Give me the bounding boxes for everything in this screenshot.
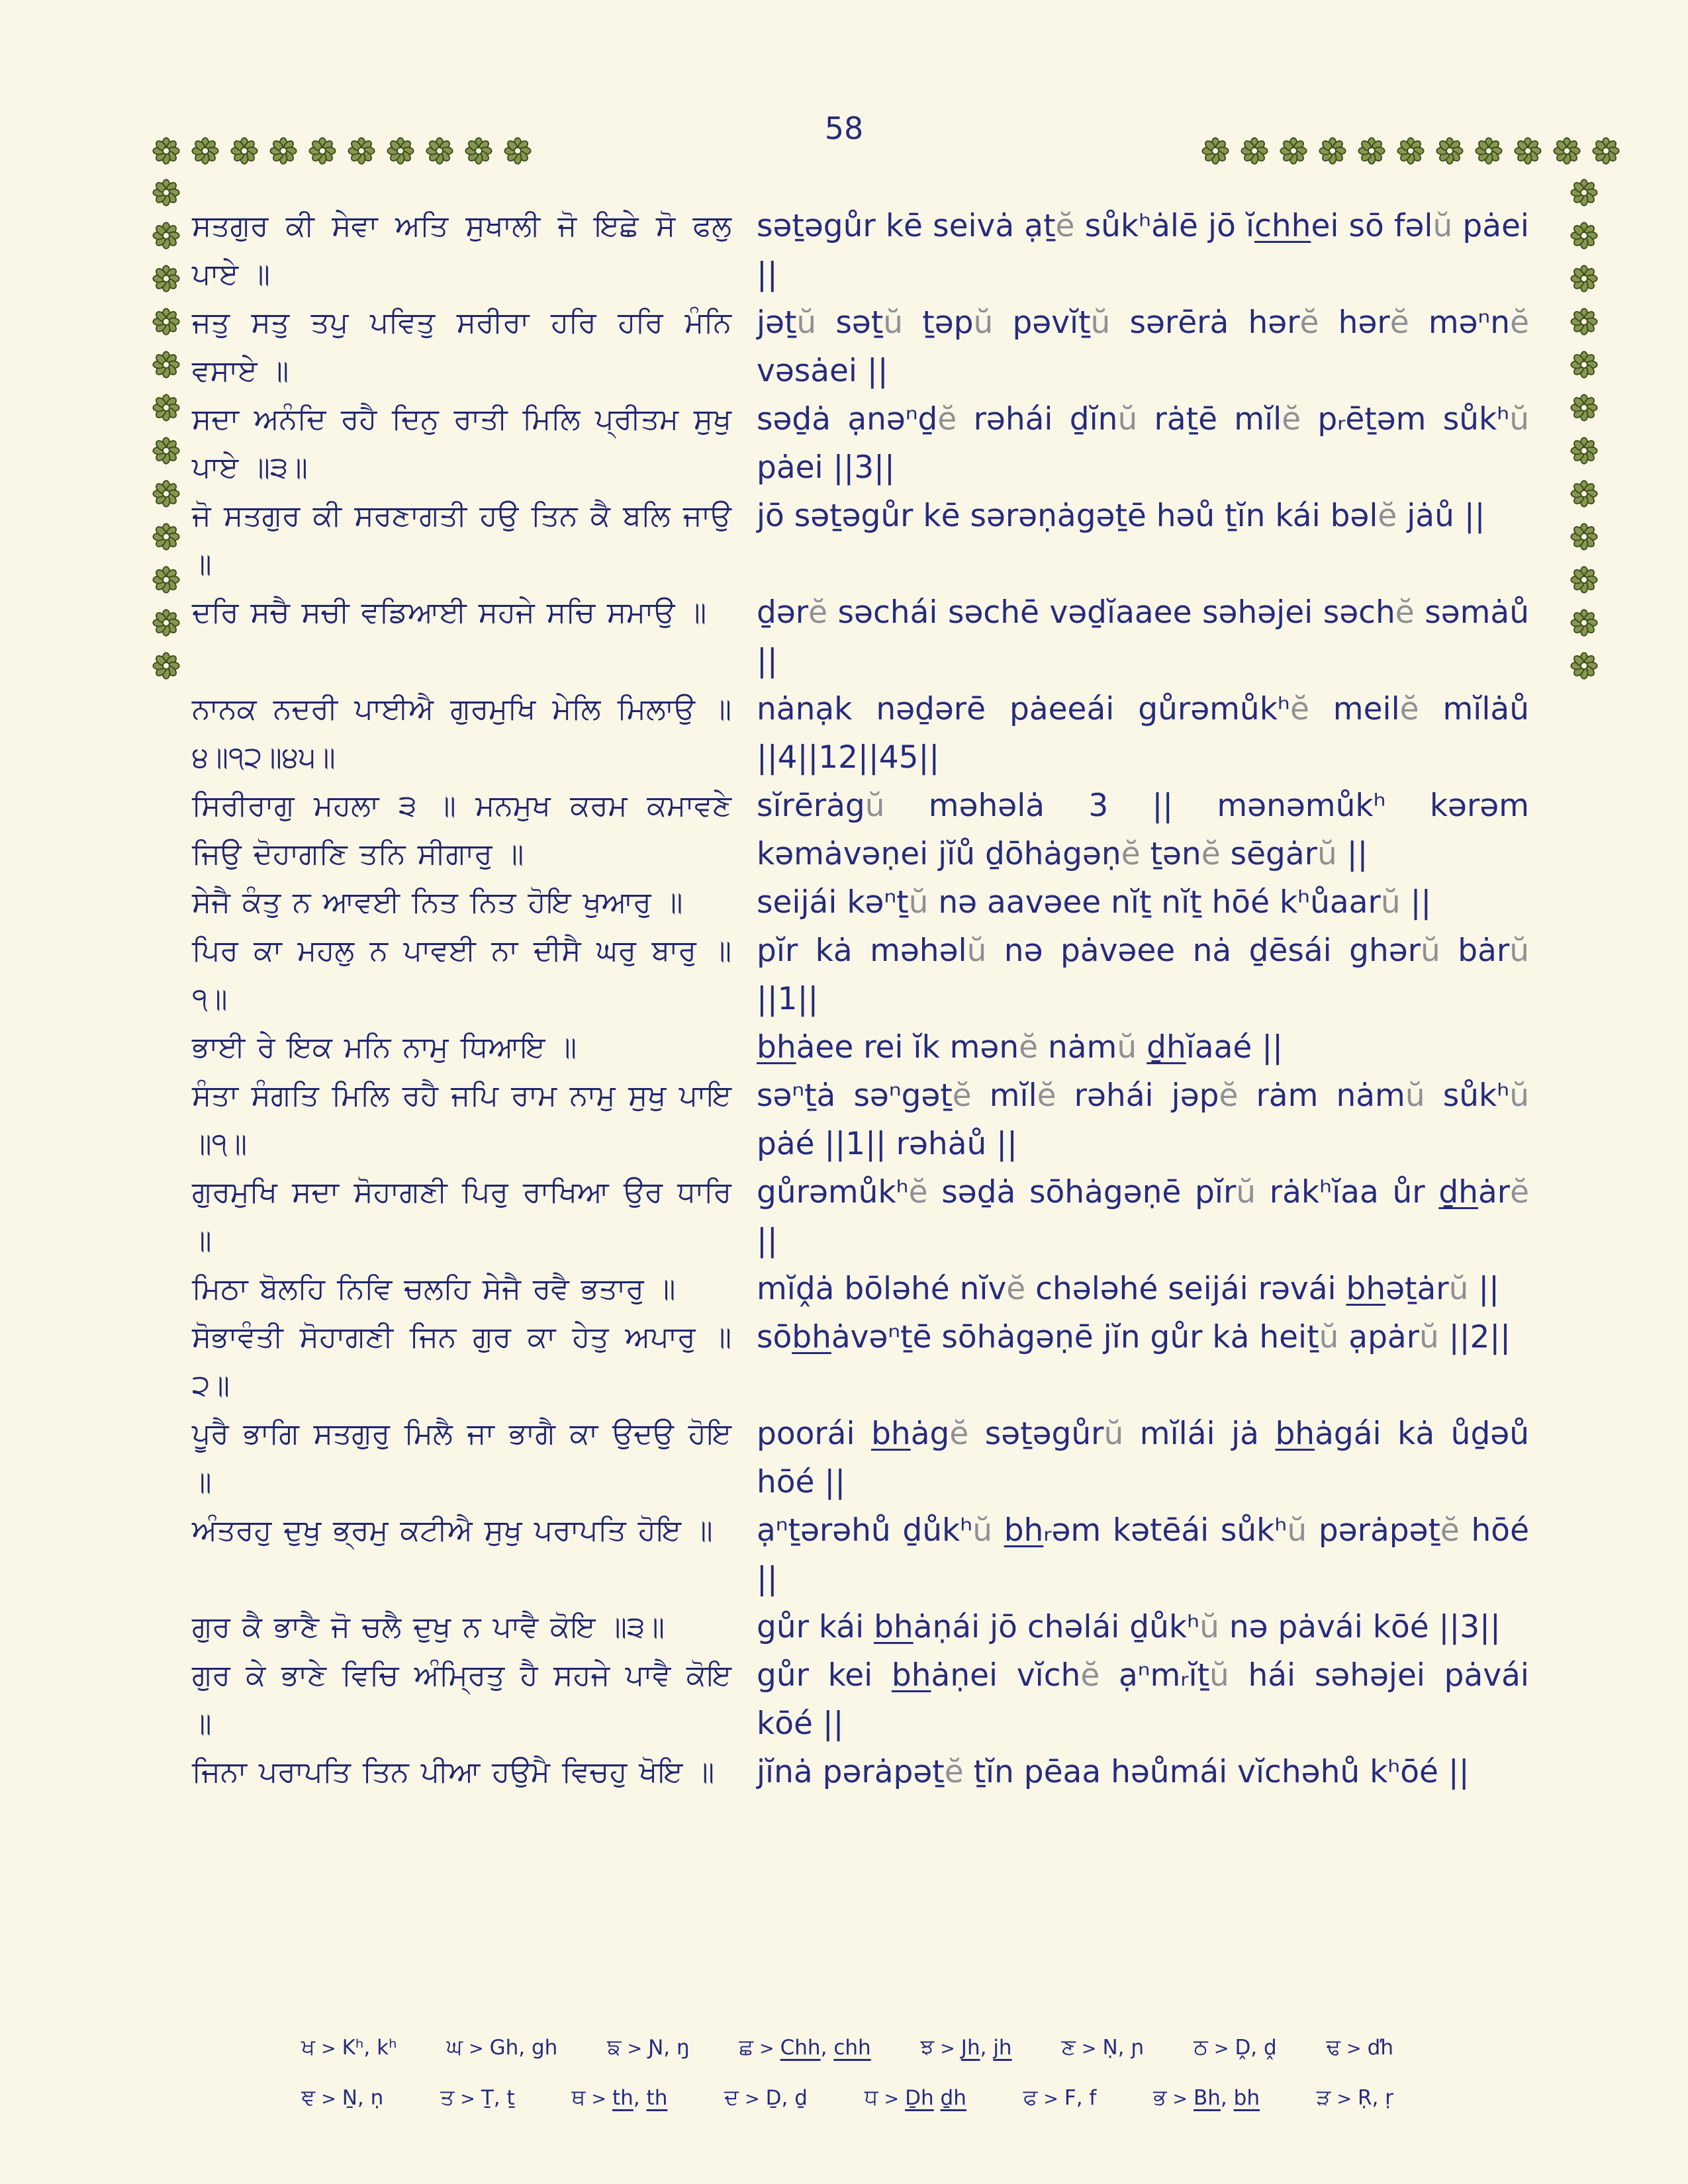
legend-separator: > [940, 2038, 955, 2059]
flower-ornament-icon [152, 265, 180, 293]
legend-latin-value: Ḓ, ḓ [1235, 2036, 1277, 2060]
legend-separator: > [321, 2089, 336, 2109]
gurmukhi-line: ਗੁਰ ਕੇ ਭਾਣੇ ਵਿਚਿ ਅੰਮ੍ਰਿਤੁ ਹੈ ਸਹਜੇ ਪਾਵੈ ਕੋਇ ॥ [192, 1659, 731, 1741]
legend-gurmukhi-letter: ਛ [739, 2034, 754, 2060]
scripture-row-16 [192, 1506, 1529, 1603]
scripture-row-6 [192, 685, 1529, 782]
ornament-column-right [1570, 179, 1598, 680]
gurmukhi-line: ਸੇਜੈ ਕੰਤੁ ਨ ਆਵਈ ਨਿਤ ਨਿਤ ਹੋਇ ਖੁਆਰੁ ॥ [192, 886, 683, 919]
scripture-row-13 [192, 1265, 1529, 1313]
scripture-row-5 [192, 588, 1529, 685]
legend-latin-value: Chh, chh [780, 2036, 871, 2060]
flower-ornament-icon [1570, 179, 1598, 206]
gurmukhi-line: ਨਾਨਕ ਨਦਰੀ ਪਾਈਐ ਗੁਰਮੁਖਿ ਮੇਲਿ ਮਿਲਾਉ ॥੪॥੧੨॥੪੫॥ [192, 692, 731, 774]
legend-entry [1061, 2033, 1144, 2063]
scripture-row-2 [192, 298, 1529, 395]
transliteration-line: seijái kəⁿṯŭ nə aavəee nĭṯ nĭṯ hōé kʰůaarŭ || [757, 884, 1432, 921]
scripture-row-15 [192, 1410, 1529, 1506]
flower-ornament-icon [152, 222, 180, 250]
flower-ornament-icon [1570, 609, 1598, 637]
legend-entry [301, 2033, 397, 2063]
transliteration-line: sĭrērȧgŭ məhəlȧ 3 || mənəmůkʰ kərəm kəmȧvəṇei jĭů ḏōhȧgəṇĕ ṯənĕ sēgȧrŭ || [757, 788, 1529, 872]
legend-latin-value: Gh, gh [489, 2036, 558, 2060]
transliteration-line: ạⁿṯərəhů ḏůkʰŭ bhᵣəm kətēái sůkʰŭ pərȧpəṯĕ hōé || [757, 1512, 1529, 1597]
flower-ornament-icon [1570, 351, 1598, 379]
gurmukhi-line: ਗੁਰਮੁਖਿ ਸਦਾ ਸੋਹਾਗਣੀ ਪਿਰੁ ਰਾਖਿਆ ਉਰ ਧਾਰਿ ॥ [192, 1175, 731, 1257]
legend-gurmukhi-letter: ਥ [571, 2084, 586, 2110]
legend-separator: > [468, 2038, 484, 2059]
legend-latin-value: Ɲ, ŋ [648, 2036, 690, 2060]
legend-separator: > [1172, 2089, 1188, 2109]
legend-separator: > [591, 2089, 607, 2109]
flower-ornament-icon [152, 652, 180, 680]
gurmukhi-line: ਜਤੁ ਸਤੁ ਤਪੁ ਪਵਿਤੁ ਸਰੀਰਾ ਹਰਿ ਹਰਿ ਮੰਨਿ ਵਸਾਏ ॥ [192, 306, 731, 388]
legend-latin-value: Ṉ, ṇ [342, 2086, 384, 2110]
flower-ornament-icon [1570, 222, 1598, 250]
gurmukhi-line: ਸਿਰੀਰਾਗੁ ਮਹਲਾ ੩ ॥ ਮਨਮੁਖ ਕਰਮ ਕਮਾਵਣੇ ਜਿਉ ਦੋਹਾਗਣਿ ਤਨਿ ਸੀਗਾਰੁ ॥ [192, 789, 731, 871]
transliteration-line: jĭnȧ pərȧpəṯĕ ṯĭn pēaa həůmái vĭchəhů kʰōé || [757, 1754, 1470, 1790]
legend-latin-value: Kʰ, kʰ [342, 2036, 397, 2060]
legend-latin-value: Jh, jh [961, 2036, 1012, 2060]
legend-gurmukhi-letter: ਘ [446, 2034, 463, 2060]
scripture-row-8 [192, 878, 1529, 927]
legend-gurmukhi-letter: ਙ [607, 2034, 622, 2060]
scripture-row-7 [192, 782, 1529, 878]
legend-separator: > [745, 2089, 760, 2109]
legend-row-2 [301, 2083, 1393, 2113]
scripture-row-10 [192, 1023, 1529, 1071]
scripture-row-12 [192, 1168, 1529, 1265]
legend-separator: > [1213, 2038, 1229, 2059]
scripture-row-4 [192, 492, 1529, 588]
flower-ornament-icon [1570, 265, 1598, 293]
legend-latin-value: Ḏh ḏh [905, 2086, 966, 2110]
legend-gurmukhi-letter: ਠ [1194, 2034, 1208, 2060]
legend-separator: > [1081, 2038, 1097, 2059]
legend-entry [724, 2083, 808, 2113]
transliteration-line: jō səṯəgůr kē sərəṇȧgəṯē həů ṯĭn kái bəlĕ jȧů || [757, 498, 1485, 534]
gurmukhi-line: ਸਤਗੁਰ ਕੀ ਸੇਵਾ ਅਤਿ ਸੁਖਾਲੀ ਜੋ ਇਛੇ ਸੋ ਫਲੁ ਪਾਏ ॥ [192, 209, 731, 291]
legend-entry [446, 2033, 557, 2063]
legend-gurmukhi-letter: ਧ [864, 2084, 878, 2110]
legend-entry [1326, 2033, 1393, 2063]
legend-latin-value: Ṯ, ṯ [481, 2086, 515, 2110]
legend-entry [1317, 2083, 1393, 2113]
legend-entry [1153, 2083, 1260, 2113]
transliteration-line: gůr kei bhȧṇei vĭchĕ ạⁿmᵣĭṯŭ hái səhəjei pȧvái kōé || [757, 1657, 1529, 1742]
legend-row-1 [301, 2033, 1393, 2063]
transliteration-line: jəṯŭ səṯŭ ṯəpŭ pəvĭṯŭ sərērȧ hərĕ hərĕ məⁿnĕ vəsȧei || [757, 304, 1529, 389]
flower-ornament-icon [152, 566, 180, 594]
scripture-row-18 [192, 1651, 1529, 1748]
legend-latin-value: ďh [1367, 2036, 1393, 2060]
legend-entry [920, 2033, 1011, 2063]
legend-entry [739, 2033, 870, 2063]
gurmukhi-line: ਪੂਰੈ ਭਾਗਿ ਸਤਗੁਰੁ ਮਿਲੈ ਜਾ ਭਾਗੈ ਕਾ ਉਦਉ ਹੋਇ ॥ [192, 1417, 731, 1499]
gurmukhi-line: ਸਦਾ ਅਨੰਦਿ ਰਹੈ ਦਿਨੁ ਰਾਤੀ ਮਿਲਿ ਪ੍ਰੀਤਮ ਸੁਖੁ ਪਾਏ ॥੩॥ [192, 402, 731, 484]
legend-gurmukhi-letter: ਫ [1023, 2084, 1038, 2110]
flower-ornament-icon [1570, 652, 1598, 680]
flower-ornament-icon [152, 179, 180, 206]
flower-ornament-icon [152, 394, 180, 422]
transliteration-line: səṯəgůr kē seivȧ ạṯĕ sůkʰȧlē jō ĭchhei sō fəlŭ pȧei || [757, 208, 1529, 293]
scripture-row-14 [192, 1313, 1529, 1410]
scripture-row-3 [192, 395, 1529, 492]
legend-gurmukhi-letter: ੜ [1316, 2084, 1331, 2110]
transliteration-line: gůrəmůkʰĕ səḏȧ sōhȧgəṇē pĭrŭ rȧkʰĭaa ůr ḏhȧrĕ || [757, 1174, 1529, 1259]
scripture-row-19 [192, 1748, 1529, 1796]
gurmukhi-line: ਸੋਭਾਵੰਤੀ ਸੋਹਾਗਣੀ ਜਿਨ ਗੁਰ ਕਾ ਹੇਤੁ ਅਪਾਰੁ ॥੨॥ [192, 1320, 731, 1402]
scripture-row-9 [192, 927, 1529, 1023]
legend-gurmukhi-letter: ਭ [1153, 2084, 1167, 2110]
flower-ornament-icon [1570, 394, 1598, 422]
transliteration-line: bhȧee rei ĭk mənĕ nȧmŭ ḏhĭaaé || [757, 1029, 1283, 1066]
transliteration-line: poorái bhȧgĕ səṯəgůrŭ mĭlái jȧ bhȧgái kȧ ůḏəů hōé || [757, 1416, 1529, 1500]
legend-entry [301, 2083, 383, 2113]
legend-separator: > [759, 2038, 774, 2059]
legend-entry [607, 2033, 690, 2063]
scripture-rows [192, 202, 1529, 1796]
gurmukhi-line: ਜਿਨਾ ਪਰਾਪਤਿ ਤਿਨ ਪੀਆ ਹਉਮੈ ਵਿਚਹੁ ਖੋਇ ॥ [192, 1755, 715, 1789]
legend-separator: > [1346, 2038, 1362, 2059]
legend-separator: > [320, 2038, 336, 2059]
flower-ornament-icon [1570, 437, 1598, 465]
transliteration-line: pĭr kȧ məhəlŭ nə pȧvəee nȧ ḏēsái ghərŭ bȧrŭ ||1|| [757, 933, 1530, 1017]
legend-latin-value: F, f [1064, 2086, 1097, 2110]
transliteration-line: sōbhȧvəⁿṯē sōhȧgəṇē jĭn gůr kȧ heiṯŭ ạpȧrŭ ||2|| [757, 1319, 1511, 1355]
gurmukhi-line: ਮਿਠਾ ਬੋਲਹਿ ਨਿਵਿ ਚਲਹਿ ਸੇਜੈ ਰਵੈ ਭਤਾਰੁ ॥ [192, 1272, 676, 1306]
legend-latin-value: Ḏ, ḏ [765, 2086, 808, 2110]
gurmukhi-line: ਗੁਰ ਕੈ ਭਾਣੈ ਜੋ ਚਲੈ ਦੁਖੁ ਨ ਪਾਵੈ ਕੋਇ ॥੩॥ [192, 1610, 665, 1644]
ornament-column-left [152, 179, 180, 680]
legend-entry [571, 2083, 667, 2113]
legend-gurmukhi-letter: ਞ [301, 2084, 316, 2110]
transliteration-line: ḏərĕ səchái səchē vəḏĭaaee səhəjei səchĕ səmȧů || [757, 594, 1529, 679]
gurmukhi-line: ਭਾਈ ਰੇ ਇਕ ਮਨਿ ਨਾਮੁ ਧਿਆਇ ॥ [192, 1030, 577, 1064]
gurmukhi-line: ਅੰਤਰਹੁ ਦੁਖੁ ਭ੍ਰਮੁ ਕਟੀਐ ਸੁਖੁ ਪਰਾਪਤਿ ਹੋਇ ॥ [192, 1514, 713, 1547]
legend-gurmukhi-letter: ਣ [1061, 2034, 1076, 2060]
gurmukhi-line: ਦਰਿ ਸਚੈ ਸਚੀ ਵਡਿਆਈ ਸਹਜੇ ਸਚਿ ਸਮਾਉ ॥ [192, 596, 707, 629]
legend-gurmukhi-letter: ਦ [724, 2084, 739, 2110]
flower-ornament-icon [152, 308, 180, 336]
scripture-row-11 [192, 1071, 1529, 1168]
legend-latin-value: th, th [612, 2086, 668, 2110]
legend-gurmukhi-letter: ਢ [1326, 2034, 1341, 2060]
legend-latin-value: Ṇ, ɲ [1102, 2036, 1145, 2060]
gurmukhi-line: ਪਿਰ ਕਾ ਮਹਲੁ ਨ ਪਾਵਈ ਨਾ ਦੀਸੈ ਘਰੁ ਬਾਰੁ ॥੧॥ [192, 934, 731, 1016]
legend-separator: > [884, 2089, 900, 2109]
gurmukhi-line: ਜੋ ਸਤਗੁਰ ਕੀ ਸਰਣਾਗਤੀ ਹਉ ਤਿਨ ਕੈ ਬਲਿ ਜਾਉ ॥ [192, 499, 731, 581]
flower-ornament-icon [1570, 308, 1598, 336]
flower-ornament-icon [1570, 566, 1598, 594]
legend-entry [1194, 2033, 1277, 2063]
legend-entry [865, 2083, 966, 2113]
flower-ornament-icon [152, 523, 180, 551]
legend-separator: > [460, 2089, 475, 2109]
legend-separator: > [1043, 2089, 1058, 2109]
legend-latin-value: Ṛ, ṛ [1357, 2086, 1393, 2110]
scripture-row-17 [192, 1603, 1529, 1651]
legend-separator: > [1336, 2089, 1352, 2109]
flower-ornament-icon [152, 437, 180, 465]
transliteration-line: səⁿṯȧ səⁿgəṯĕ mĭlĕ rəhái jəpĕ rȧm nȧmŭ sůkʰŭ pȧé ||1|| rəhȧů || [757, 1077, 1529, 1162]
legend-entry [1023, 2083, 1097, 2113]
flower-ornament-icon [152, 351, 180, 379]
legend-separator: > [627, 2038, 643, 2059]
legend-latin-value: Bh, bh [1194, 2086, 1260, 2110]
page-number: 58 [824, 111, 864, 146]
transliteration-line: gůr kái bhȧṇái jō chəlái ḏůkʰŭ nə pȧvái kōé ||3|| [757, 1609, 1501, 1645]
flower-ornament-icon [1570, 523, 1598, 551]
legend-gurmukhi-letter: ਖ [301, 2034, 315, 2060]
transliteration-line: mĭḓȧ bōləhé nĭvĕ chələhé seijái rəvái bhəṯȧrŭ || [757, 1271, 1500, 1307]
legend-gurmukhi-letter: ਤ [440, 2084, 455, 2110]
legend-gurmukhi-letter: ਝ [920, 2034, 935, 2060]
flower-ornament-icon [152, 609, 180, 637]
transliteration-line: nȧnạk nəḏərē pȧeeái gůrəmůkʰĕ meilĕ mĭlȧů ||4||12||45|| [757, 691, 1530, 776]
flower-ornament-icon [1570, 480, 1598, 508]
transliteration-legend [301, 2033, 1393, 2134]
transliteration-line: səḏȧ ạnəⁿḏĕ rəhái ḏĭnŭ rȧṯē mĭlĕ pᵣēṯəm sůkʰŭ pȧei ||3|| [757, 401, 1530, 486]
gurmukhi-line: ਸੰਤਾ ਸੰਗਤਿ ਮਿਲਿ ਰਹੈ ਜਪਿ ਰਾਮ ਨਾਮੁ ਸੁਖੁ ਪਾਇ ॥੧॥ [192, 1079, 731, 1161]
flower-ornament-icon [152, 480, 180, 508]
legend-entry [440, 2083, 515, 2113]
scripture-row-1 [192, 202, 1529, 298]
